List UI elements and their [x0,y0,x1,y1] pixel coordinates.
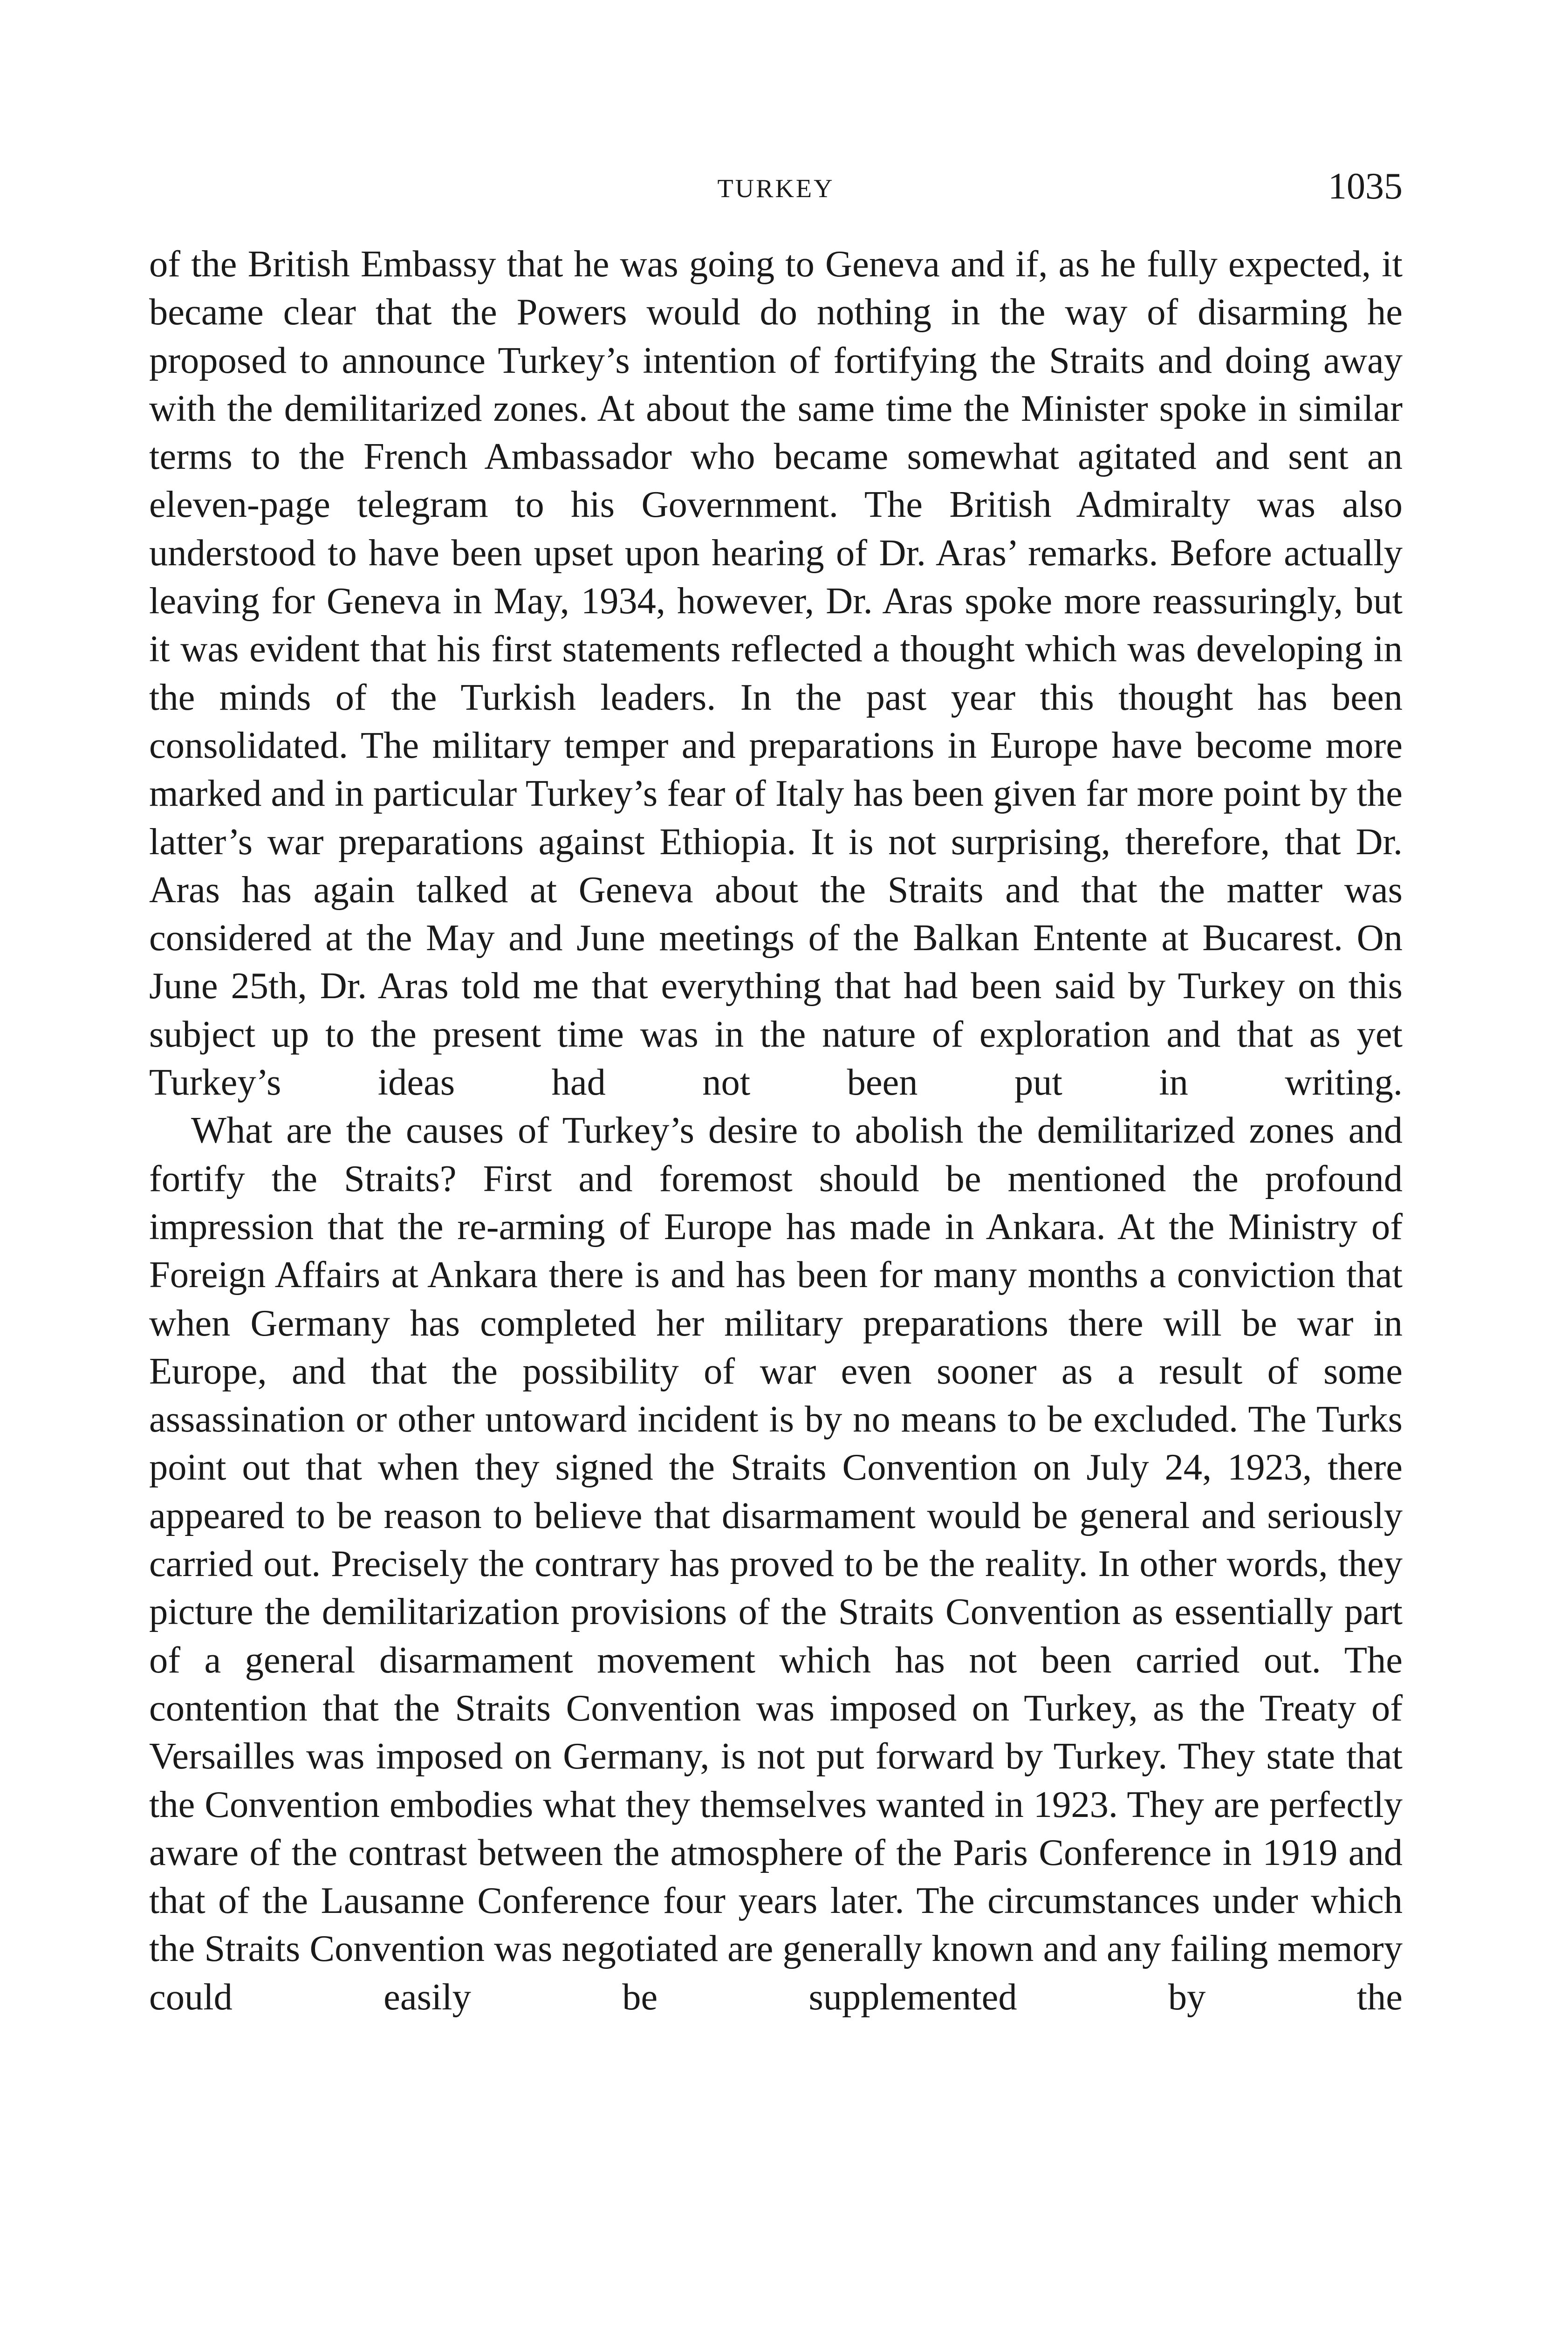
body-text [149,240,1403,2021]
paragraph-continued: of the British Embassy that he was going to Geneva and if, as he fully expected, it became clear that the Powers would do nothing in the way of disarming he proposed to announce Turkey’s intention of fortifying the Straits and doing away with the demilitarized zones. At about the same time the Minister spoke in similar terms to the French Ambassador who became somewhat agitated and sent an eleven-page telegram to his Government. The British Admiralty was also understood to have been upset upon hearing of Dr. Aras’ remarks. Before actually leaving for Geneva in May, 1934, however, Dr. Aras spoke more reassuringly, but it was evident that his first statements reflected a thought which was developing in the minds of the Turkish leaders. In the past year this thought has been consolidated. The military temper and preparations in Europe have become more marked and in particular Turkey’s fear of Italy has been given far more point by the latter’s war preparations against Ethiopia. It is not surprising, therefore, that Dr. Aras has again talked at Geneva about the Straits and that the matter was considered at the May and June meetings of the Balkan Entente at Bucarest. On June 25th, Dr. Aras told me that everything that had been said by Turkey on this subject up to the present time was in the nature of exploration and that as yet Turkey’s ideas had not been put in writing. [149,243,1403,1103]
page-number: 1035 [1328,166,1403,207]
paragraph-causes: What are the causes of Turkey’s desire to abolish the demilitarized zones and fortify the Straits? First and foremost should be mentioned the profound impression that the re-arming of Europe has made in Ankara. At the Ministry of Foreign Affairs at Ankara there is and has been for many months a conviction that when Germany has completed her military preparations there will be war in Europe, and that the possibility of war even sooner as a result of some assassination or other untoward incident is by no means to be excluded. The Turks point out that when they signed the Straits Convention on July 24, 1923, there appeared to be reason to believe that disarmament would be general and seriously carried out. Precisely the contrary has proved to be the reality. In other words, they picture the demilitarization provisions of the Straits Convention as essentially part of a general disarmament movement which has not been carried out. The contention that the Straits Convention was imposed on Turkey, as the Treaty of Versailles was imposed on Germany, is not put forward by Turkey. They state that the Convention embodies what they themselves wanted in 1923. They are perfectly aware of the contrast between the atmosphere of the Paris Conference in 1919 and that of the Lausanne Conference four years later. The circumstances under which the Straits Convention was negotiated are generally known and any failing memory could easily be supplemented by the [149,1110,1403,2018]
running-head [149,165,1403,217]
running-head-title: TURKEY [717,174,835,203]
